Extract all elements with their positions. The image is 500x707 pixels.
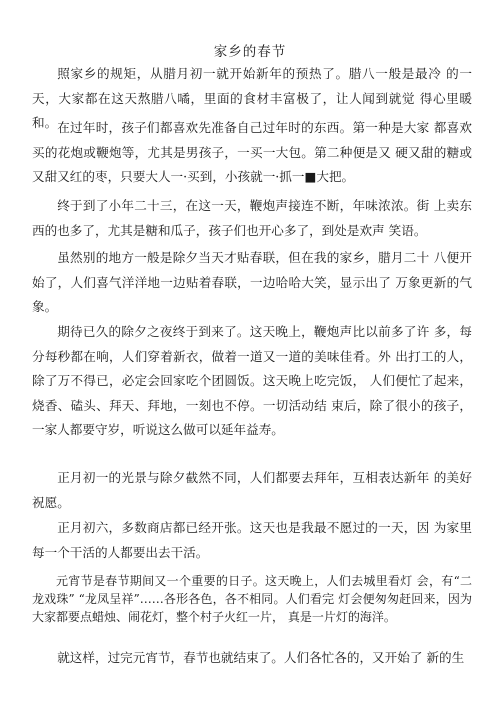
- paragraph-laba: 照家乡的规矩，从腊月初一就开始新年的预热了。腊八一般是最冷 的一天，大家都在这天熬腊八噊，里面的食材丰富极了，让人闻到就觉 得心里暖和。: [32, 66, 472, 130]
- paragraph-little-new-year: 终于到了小年二十三，在这一天，鞭炮声接连不断，年味浓浓。街 上卖东西的也多了，尤其是糖和瓜子，孩子们也开心多了，到处是欢声 笑语。: [32, 198, 472, 238]
- paragraph-first-day: 正月初一的光景与除夕截然不同，人们都要去拜年，互相表达新年 的美好祝愿。: [32, 470, 472, 510]
- paragraph-preparations: 在过年时，孩子们都喜欢先准备自己过年时的东西。第一种是大家 都喜欢买的花炮或鞭炮等，尤其是男孩子，一买一大包。第二种便是又 硬又甜的糖或又甜又红的枣，只要大人一·买到，小孩就一·抓一■大把。: [32, 120, 472, 184]
- paragraph-new-years-eve: 期待已久的除夕之夜终于到来了。这天晚上，鞭炮声比以前多了许 多，每分每秒都在响，人们穿着新衣，做着一道又一道的美味佳肴。外 出打工的人，除了万不得已，必定会回家吃个团圆饭。这天晚上吃完饭， 人们便忙了起来，烧香、磕头、拜天、拜地，一刻也不停。一切活动结 束后，除了很小的孩子，一家人都要守岁，听说这么做可以延年益寿。: [32, 324, 472, 437]
- paragraph-lantern-festival: 元宵节是春节期间又一个重要的日子。这天晚上，人们去城里看灯 会，有“二龙戏珠” “龙凤呈祥”……各形各色，各不相同。人们看完 灯会便匆匆赶回来，因为大家都要点蜡烛、闹花灯，整个村子火红一片， 真是一片灯的海洋。: [32, 574, 472, 624]
- document-title: 家乡的春节: [213, 44, 287, 60]
- paragraph-couplets: 虽然别的地方一般是除夕当天才贴春联，但在我的家乡，腊月二十 八便开始了，人们喜气洋洋地一边贴着春联，一边哈哈大笑，显示出了 万象更新的气象。: [32, 250, 472, 314]
- paragraph-sixth-day: 正月初六，多数商店都已经开张。这天也是我最不愿过的一天，因 为家里每一个干活的人都要出去干活。: [32, 520, 472, 560]
- paragraph-ending: 就这样，过完元宵节，春节也就结束了。人们各忙各的，又开始了 新的生: [57, 650, 465, 665]
